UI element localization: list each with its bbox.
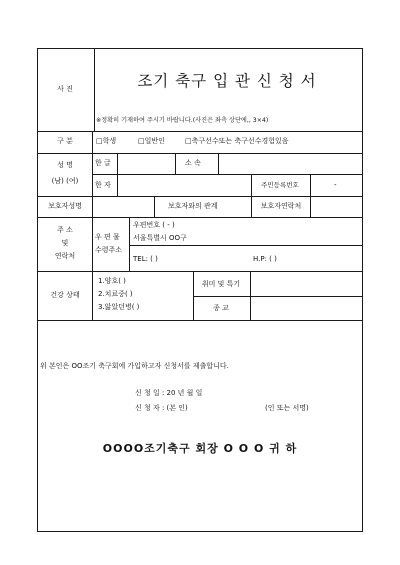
address-label: 주 소: [57, 226, 73, 234]
row-line: [37, 196, 363, 197]
korean-name-label: 한 글: [95, 159, 111, 167]
category-option-student[interactable]: □학생: [96, 137, 117, 145]
hobby-label: 취미 및 특기: [201, 280, 241, 288]
category-label: 구 분: [57, 137, 73, 145]
health-status-label: 건강 상태: [50, 291, 80, 299]
col-line: [175, 153, 176, 175]
col-line: [117, 153, 118, 197]
resident-number-label: 주민등록번호: [261, 181, 299, 189]
col-line: [92, 271, 93, 321]
col-line: [250, 271, 251, 321]
row-line: [37, 271, 363, 272]
address-and-label: 및: [61, 239, 69, 247]
guardian-relation-label: 보호자와의 관계: [168, 202, 218, 210]
form-border-right: [362, 48, 363, 532]
resident-number-dash: -: [334, 181, 337, 189]
religion-label: 종 교: [213, 304, 229, 312]
photo-label: 사 진: [57, 85, 73, 93]
name-label: 성 명: [57, 161, 73, 169]
applicant-line: 신 청 자 : (본 인): [135, 404, 188, 412]
address-field[interactable]: 서울특별시 OO구: [133, 234, 187, 242]
declaration-statement: 위 본인은 OO조기 축구회에 가입하고자 신청서를 제출합니다.: [40, 362, 229, 370]
row-line: [129, 245, 363, 246]
tel-field[interactable]: TEL: ( ): [133, 255, 158, 263]
health-option-good[interactable]: 1.양호( ): [98, 277, 126, 285]
row-line: [37, 153, 363, 154]
col-line: [251, 174, 252, 218]
photo-divider: [94, 48, 95, 132]
col-line: [129, 217, 130, 271]
row-line: [92, 174, 363, 175]
affiliation-label: 소 속: [185, 159, 201, 167]
application-date: 신 청 일 : 20 년 월 일: [135, 389, 203, 397]
col-line: [218, 153, 219, 175]
photo-instruction-note: ※정확히 기재하여 주시기 바랍니다.(사진은 좌측 상단에,, 3×4): [96, 117, 269, 124]
col-line: [193, 271, 194, 321]
form-border-bottom: [37, 531, 363, 532]
guardian-contact-label: 보호자연락처: [260, 202, 302, 210]
row-line: [37, 131, 363, 132]
category-option-general[interactable]: □일반인: [138, 137, 165, 145]
col-line: [310, 196, 311, 218]
contact-label: 연락처: [54, 252, 76, 260]
col-line: [310, 174, 311, 197]
col-line: [154, 196, 155, 218]
row-line: [193, 296, 363, 297]
hanja-name-label: 한 자: [95, 181, 111, 189]
form-border-top: [37, 48, 363, 49]
category-option-soccer-player[interactable]: □축구선수또는 축구선수경험있음: [185, 137, 289, 145]
gender-label: (남) (여): [51, 177, 79, 185]
page-title: 조기 축구 입 관 신 청 서: [137, 72, 317, 90]
mail-address-label: 수령주소: [95, 246, 123, 254]
postal-code-field[interactable]: 우편번호 ( - ): [133, 221, 175, 229]
row-line: [37, 217, 363, 218]
health-option-treatment[interactable]: 2.치료중( ): [98, 290, 133, 298]
row-line: [37, 320, 363, 321]
col-line: [92, 131, 93, 271]
mobile-field[interactable]: H.P: ( ): [253, 255, 277, 263]
mail-address-label: 우 편 물: [95, 233, 120, 241]
guardian-name-label: 보호자성명: [48, 202, 82, 210]
form-border-left: [37, 48, 38, 532]
signature-note: (인 또는 서명): [265, 404, 309, 412]
health-option-past-illness[interactable]: 3.앓았던병( ): [98, 303, 140, 311]
addressee: OOOO조기축구 회장 O O O 귀 하: [102, 442, 298, 455]
